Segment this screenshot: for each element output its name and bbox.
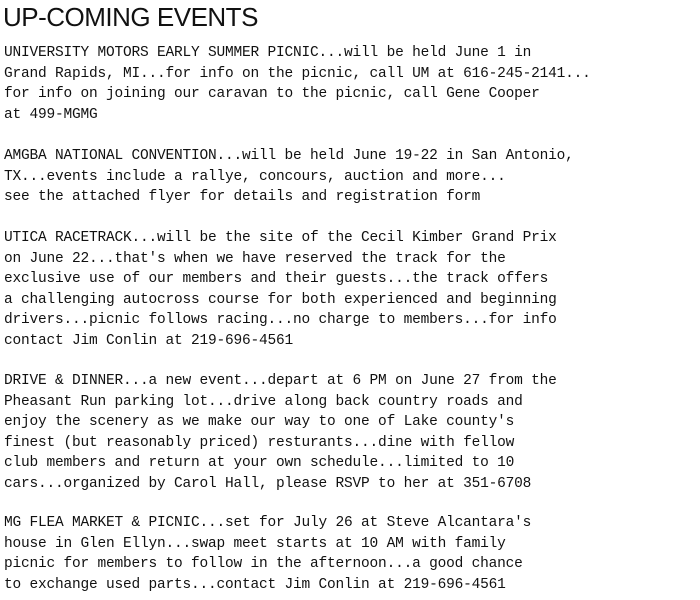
event-text-line: at 499-MGMG [4, 106, 98, 123]
event-text-line: exclusive use of our members and their guests...the track offers [4, 271, 549, 287]
event-text-line: DRIVE & DINNER...a new event...depart at 6 PM on June 27 from the [4, 373, 557, 389]
event-text-line: Pheasant Run parking lot...drive along back country roads and [4, 393, 523, 410]
event-amgba-national-convention [4, 146, 574, 208]
page-title: UP-COMING EVENTS [3, 2, 258, 32]
event-text-line: for info on joining our caravan to the picnic, call Gene Cooper [4, 86, 540, 102]
event-text-line: UTICA RACETRACK...will be the site of the Cecil Kimber Grand Prix [4, 230, 557, 246]
event-text-line: contact Jim Conlin at 219-696-4561 [4, 332, 294, 349]
event-text-line: finest (but reasonably priced) resturants...dine with fellow [4, 434, 515, 451]
event-text-line: club members and return at your own schedule...limited to 10 [4, 455, 515, 471]
event-text-line: TX...events include a rallye, concours, auction and more... [4, 168, 506, 185]
event-text-line: enjoy the scenery as we make our way to one of Lake county's [4, 414, 515, 430]
event-text-line: to exchange used parts...contact Jim Conlin at 219-696-4561 [4, 576, 506, 593]
event-text-line: MG FLEA MARKET & PICNIC...set for July 26 at Steve Alcantara's [4, 515, 532, 531]
event-mg-flea-market-picnic [4, 513, 531, 595]
event-text-line: see the attached flyer for details and registration form [4, 189, 481, 205]
event-text-line: cars...organized by Carol Hall, please RSVP to her at 351-6708 [4, 475, 532, 492]
event-university-motors-picnic [4, 43, 591, 125]
event-text-line: house in Glen Ellyn...swap meet starts at 10 AM with family [4, 535, 506, 552]
event-text-line: UNIVERSITY MOTORS EARLY SUMMER PICNIC...will be held June 1 in [4, 45, 532, 61]
event-text-line: a challenging autocross course for both experienced and beginning [4, 291, 557, 308]
event-text-line: drivers...picnic follows racing...no charge to members...for info [4, 312, 557, 328]
event-utica-racetrack [4, 228, 557, 351]
event-text-line: Grand Rapids, MI...for info on the picnic, call UM at 616-245-2141... [4, 65, 591, 82]
event-text-line: picnic for members to follow in the afternoon...a good chance [4, 556, 523, 572]
event-text-line: on June 22...that's when we have reserved the track for the [4, 250, 506, 267]
event-drive-and-dinner [4, 371, 557, 494]
event-text-line: AMGBA NATIONAL CONVENTION...will be held June 19-22 in San Antonio, [4, 148, 574, 164]
